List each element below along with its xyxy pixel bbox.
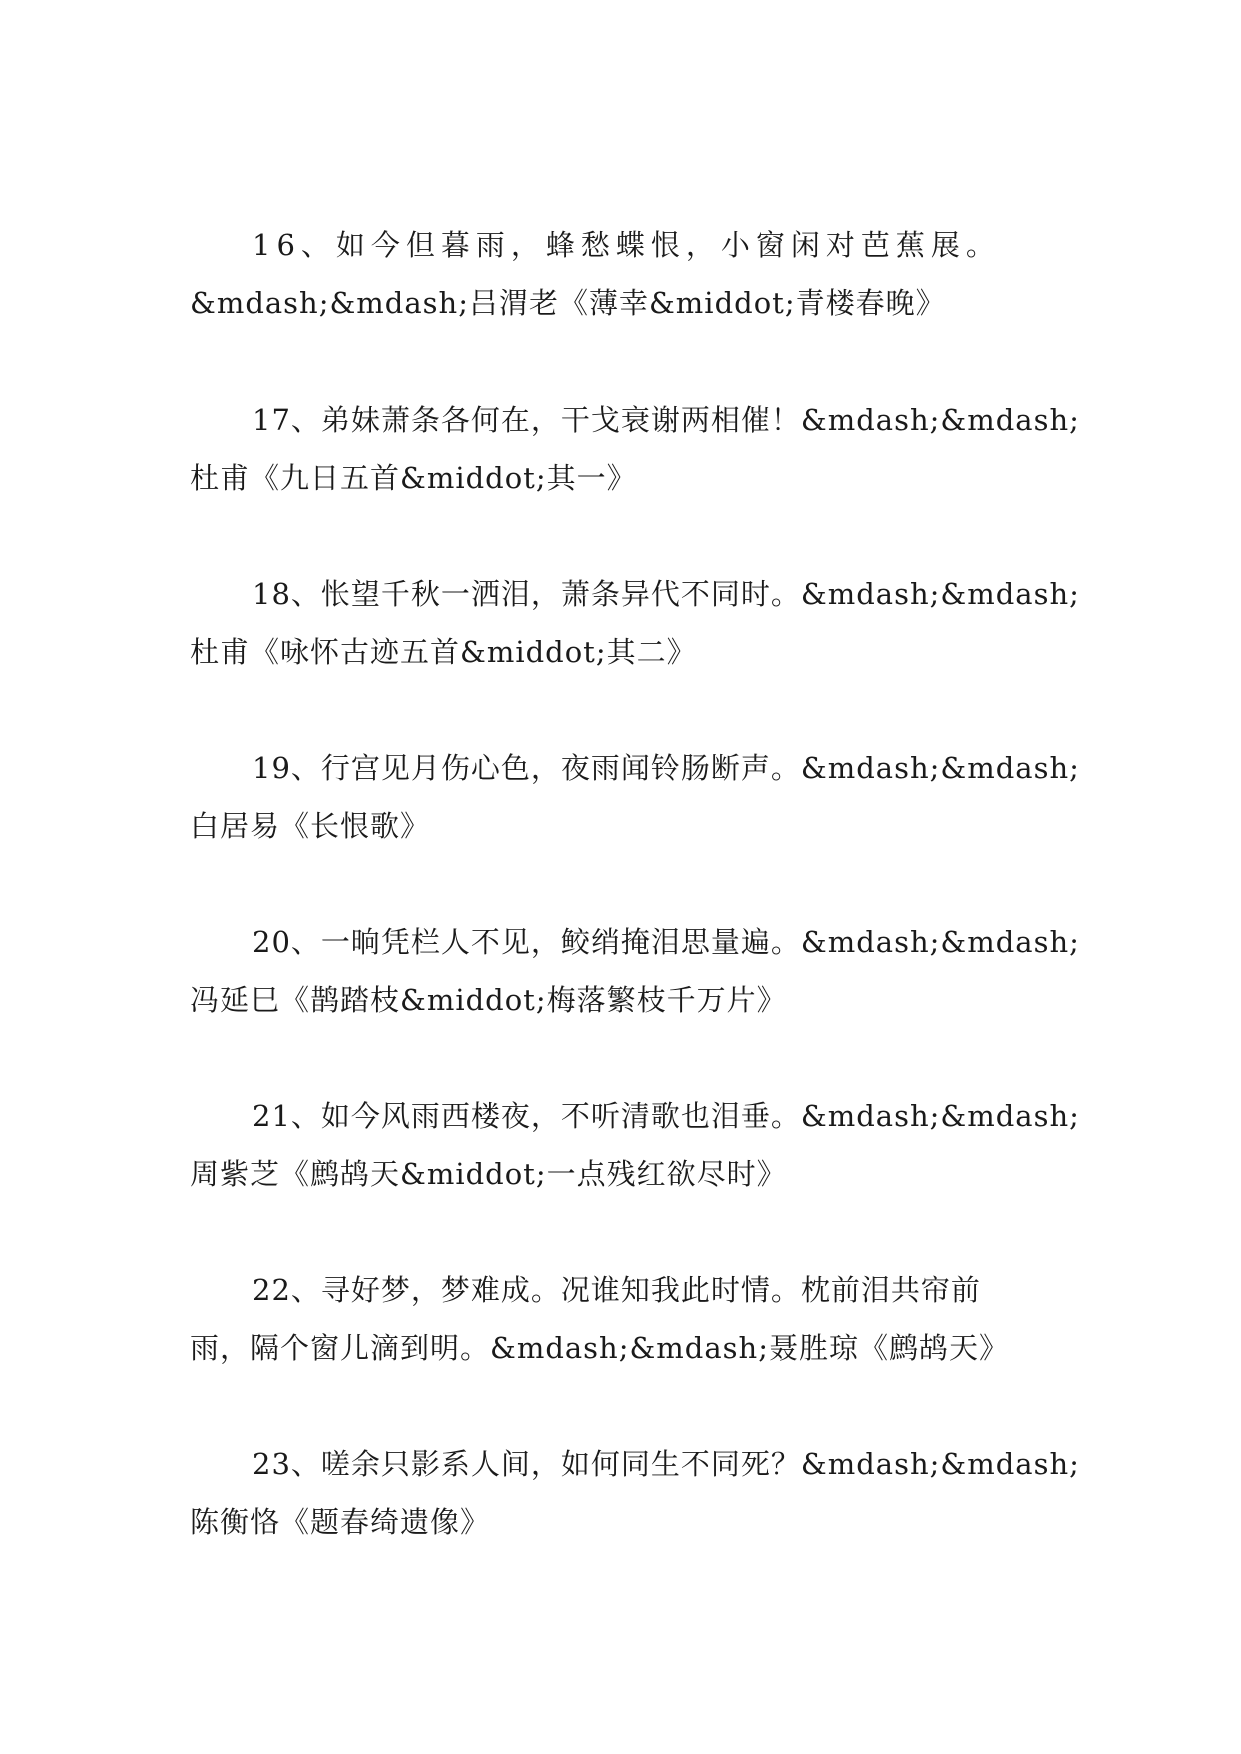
quote-text: 21、如今风雨西楼夜，不听清歌也泪垂。&mdash;&mdash; xyxy=(252,1099,1080,1133)
quote-attribution: 冯延巳《鹊踏枝&middot;梅落繁枝千万片》 xyxy=(190,983,787,1017)
quote-text: 22、寻好梦，梦难成。况谁知我此时情。枕前泪共帘前 xyxy=(252,1273,981,1307)
quote-attribution: 杜甫《咏怀古迹五首&middot;其二》 xyxy=(190,635,697,669)
quote-attribution: &mdash;&mdash;吕渭老《薄幸&middot;青楼春晚》 xyxy=(190,286,946,320)
quote-entry-18 xyxy=(190,565,1080,681)
quote-text: 18、怅望千秋一洒泪，萧条异代不同时。&mdash;&mdash; xyxy=(252,577,1080,611)
quote-text: 16、如今但暮雨，蜂愁蝶恨，小窗闲对芭蕉展。 xyxy=(252,228,1001,262)
quote-entry-22 xyxy=(190,1261,1050,1377)
quote-text: 20、一晌凭栏人不见，鲛绡掩泪思量遍。&mdash;&mdash; xyxy=(252,925,1080,959)
quote-entry-20 xyxy=(190,913,1080,1029)
quote-text: 17、弟妹萧条各何在，干戈衰谢两相催！&mdash;&mdash; xyxy=(252,403,1080,437)
quote-entry-17 xyxy=(190,391,1080,507)
quote-attribution: 杜甫《九日五首&middot;其一》 xyxy=(190,461,637,495)
quote-entry-21 xyxy=(190,1087,1080,1203)
quote-attribution: 雨，隔个窗儿滴到明。&mdash;&mdash;聂胜琼《鹧鸪天》 xyxy=(190,1331,1009,1365)
quote-entry-19 xyxy=(190,739,1080,855)
quote-attribution: 陈衡恪《题春绮遗像》 xyxy=(190,1505,491,1539)
quote-text: 19、行宫见月伤心色，夜雨闻铃肠断声。&mdash;&mdash; xyxy=(252,751,1080,785)
quote-entry-23 xyxy=(190,1435,1080,1551)
quote-attribution: 周紫芝《鹧鸪天&middot;一点残红欲尽时》 xyxy=(190,1157,787,1191)
quote-entry-16 xyxy=(190,216,1050,332)
quote-attribution: 白居易《长恨歌》 xyxy=(190,809,431,843)
quote-text: 23、嗟余只影系人间，如何同生不同死？&mdash;&mdash; xyxy=(252,1447,1080,1481)
